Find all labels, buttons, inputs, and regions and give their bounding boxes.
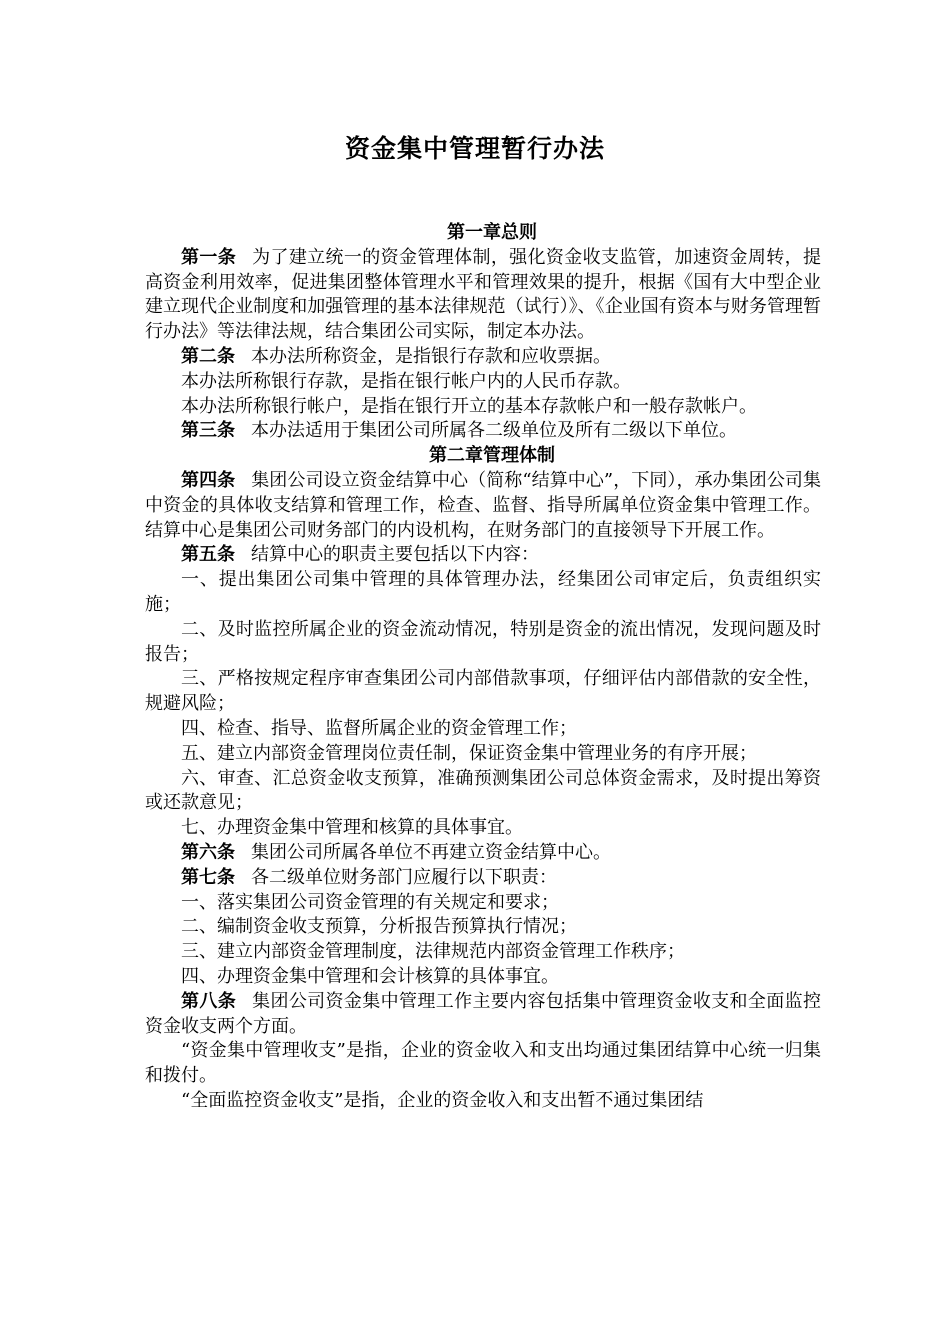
paragraph-text: 结算中心的职责主要包括以下内容：	[251, 544, 539, 566]
list-item: 三、建立内部资金管理制度，法律规范内部资金管理工作秩序；	[181, 941, 685, 963]
list-item: 二、编制资金收支预算，分析报告预算执行情况；	[181, 916, 577, 938]
article-paragraph	[145, 419, 821, 444]
paragraph-text: 各二级单位财务部门应履行以下职责：	[251, 866, 557, 888]
list-item: 五、建立内部资金管理岗位责任制，保证资金集中管理业务的有序开展；	[181, 742, 757, 764]
list-item: 四、办理资金集中管理和会计核算的具体事宜。	[181, 965, 559, 987]
article-paragraph	[145, 866, 821, 891]
list-item: 一、落实集团公司资金管理的有关规定和要求；	[181, 891, 559, 913]
article-label: 第一条	[181, 246, 237, 268]
article-label: 第二条	[181, 345, 235, 367]
article-paragraph	[145, 345, 821, 370]
document-title: 资金集中管理暂行办法	[344, 134, 605, 163]
article-label: 第三条	[181, 420, 235, 442]
document-body	[145, 221, 821, 1114]
list-item: 三、严格按规定程序审查集团公司内部借款事项，仔细评估内部借款的安全性，规避风险；	[145, 668, 821, 715]
chapter-heading: 第二章管理体制	[429, 445, 555, 467]
paragraph-text: 集团公司资金集中管理工作主要内容包括集中管理资金收支和全面监控资金收支两个方面。	[145, 990, 821, 1037]
article-label: 第四条	[181, 469, 236, 491]
list-item: 六、审查、汇总资金收支预算，准确预测集团公司总体资金需求，及时提出筹资或还款意见；	[145, 767, 821, 814]
chapter-heading: 第一章总则	[447, 222, 537, 243]
article-paragraph	[145, 990, 821, 1040]
paragraph: “全面监控资金收支”是指，企业的资金收入和支出暂不通过集团结	[181, 1089, 704, 1111]
article-label: 第七条	[181, 866, 235, 888]
list-item: 四、检查、指导、监督所属企业的资金管理工作；	[181, 717, 577, 739]
paragraph-text: 集团公司设立资金结算中心（简称“结算中心”，下同），承办集团公司集中资金的具体收支结算和管理工作，检查、监督、指导所属单位资金集中管理工作。结算中心是集团公司财务部门的内设机构，在财务部门的直接领导下开展工作。	[145, 469, 822, 541]
list-item: 二、及时监控所属企业的资金流动情况，特别是资金的流出情况，发现问题及时报告；	[145, 618, 821, 665]
paragraph: 本办法所称银行存款，是指在银行帐户内的人民币存款。	[181, 370, 631, 392]
article-label: 第五条	[181, 544, 235, 566]
paragraph-text: 为了建立统一的资金管理体制，强化资金收支监管，加速资金周转，提高资金利用效率，促进集团整体管理水平和管理效果的提升，根据《国有大中型企业建立现代企业制度和加强管理的基本法律规范（试行）》、《企业国有资本与财务管理暂行办法》等法律法规，结合集团公司实际，制定本办法。	[145, 246, 821, 343]
paragraph-text: 本办法适用于集团公司所属各二级单位及所有二级以下单位。	[251, 420, 737, 442]
paragraph: “资金集中管理收支”是指，企业的资金收入和支出均通过集团结算中心统一归集和拨付。	[145, 1040, 821, 1087]
article-label: 第八条	[181, 990, 237, 1012]
article-label: 第六条	[181, 841, 235, 863]
paragraph: 本办法所称银行帐户，是指在银行开立的基本存款帐户和一般存款帐户。	[181, 395, 757, 417]
article-paragraph	[145, 543, 821, 568]
paragraph-text: 集团公司所属各单位不再建立资金结算中心。	[251, 841, 611, 863]
article-paragraph	[145, 469, 821, 543]
article-paragraph	[145, 841, 821, 866]
list-item: 一、提出集团公司集中管理的具体管理办法，经集团公司审定后，负责组织实施；	[145, 569, 821, 615]
article-paragraph	[145, 246, 821, 345]
paragraph-text: 本办法所称资金，是指银行存款和应收票据。	[251, 345, 611, 367]
list-item: 七、办理资金集中管理和核算的具体事宜。	[181, 817, 523, 839]
